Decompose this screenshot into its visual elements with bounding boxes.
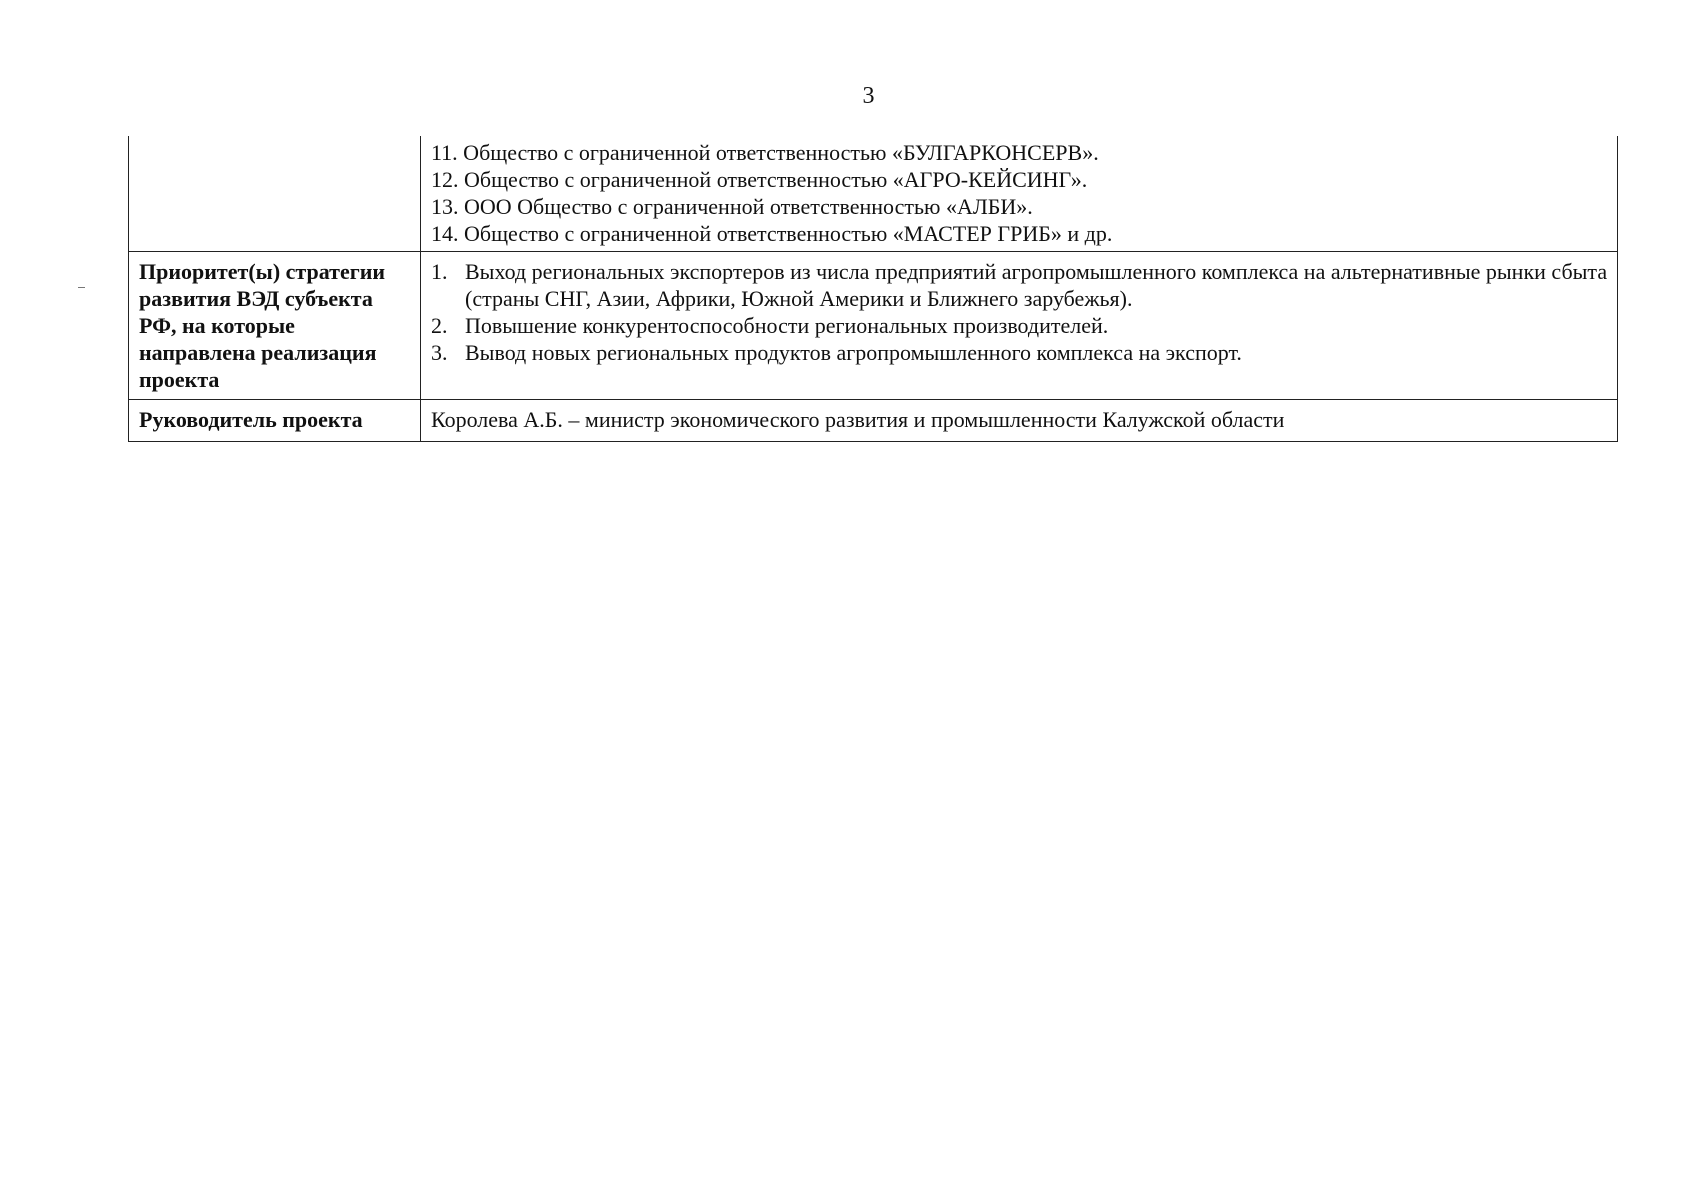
- list-text: Повышение конкурентоспособности региональных производителей.: [465, 313, 1109, 338]
- list-item: 12. Общество с ограниченной ответственностью «АГРО-КЕЙСИНГ».: [431, 167, 1088, 192]
- companies-list-cell: [421, 136, 1618, 252]
- leader-value: Королева А.Б. – министр экономического развития и промышленности Калужской области: [421, 400, 1618, 442]
- priorities-list: [421, 252, 1618, 400]
- list-text: Выход региональных экспортеров из числа предприятий агропромышленного комплекса на альтернативные рынки сбыта (страны СНГ, Азии, Африки, Южной Америки и Ближнего зарубежья).: [465, 259, 1608, 311]
- companies-label-cell: [129, 136, 421, 252]
- list-item: 14. Общество с ограниченной ответственностью «МАСТЕР ГРИБ» и др.: [431, 221, 1113, 246]
- list-number: 3.: [431, 340, 448, 365]
- list-number: 2.: [431, 313, 448, 338]
- priorities-label: Приоритет(ы) стратегии развития ВЭД субъекта РФ, на которые направлена реализация проекта: [129, 252, 421, 400]
- list-item: 13. ООО Общество с ограниченной ответственностью «АЛБИ».: [431, 194, 1033, 219]
- list-item: [431, 339, 1609, 366]
- table-row-priorities: [129, 252, 1618, 400]
- scan-mark: [78, 287, 85, 288]
- list-number: 1.: [431, 259, 448, 284]
- list-item: [431, 258, 1609, 312]
- list-item: [431, 312, 1609, 339]
- leader-label: Руководитель проекта: [129, 400, 421, 442]
- list-text: Вывод новых региональных продуктов агропромышленного комплекса на экспорт.: [465, 340, 1242, 365]
- project-table: [128, 136, 1618, 442]
- list-item: 11. Общество с ограниченной ответственностью «БУЛГАРКОНСЕРВ».: [431, 140, 1099, 165]
- table-row-leader: [129, 400, 1618, 442]
- table-row-companies: [129, 136, 1618, 252]
- page-number: 3: [862, 83, 875, 109]
